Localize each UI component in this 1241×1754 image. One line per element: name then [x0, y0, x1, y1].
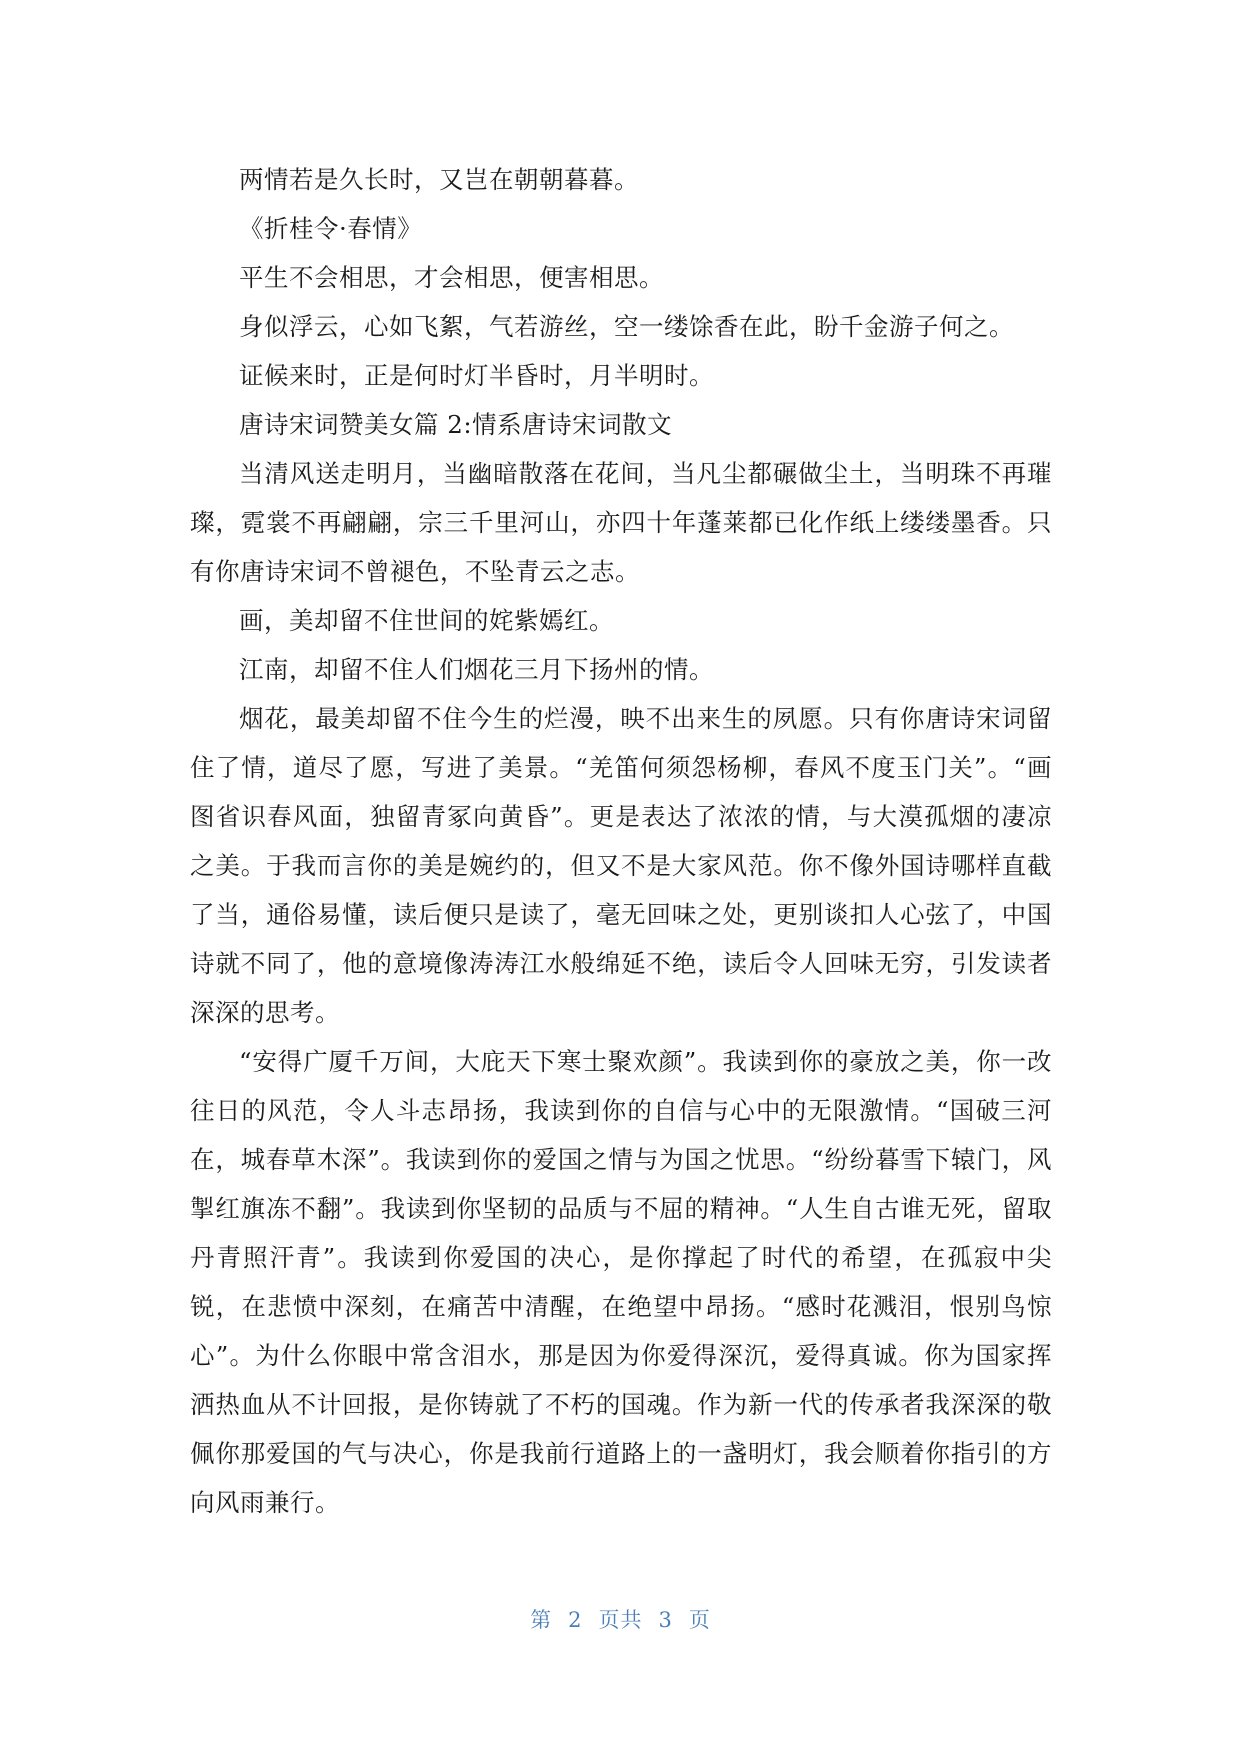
page-number-footer [0, 1604, 1241, 1634]
paragraph: 当清风送走明月，当幽暗散落在花间，当凡尘都碾做尘土，当明珠不再璀璨，霓裳不再翩翩，宗三千里河山，亦四十年蓬莱都已化作纸上缕缕墨香。只有你唐诗宋词不曾褪色，不坠青云之志。 [190, 459, 1052, 586]
paragraph: 画，美却留不住世间的姹紫嫣红。 [239, 606, 614, 635]
poem-title: 《折桂令·春情》 [239, 214, 423, 243]
document-body [190, 155, 1052, 1527]
paragraph: 平生不会相思，才会相思，便害相思。 [239, 263, 664, 292]
paragraph: 两情若是久长时，又岂在朝朝暮暮。 [239, 165, 639, 194]
section-heading: 唐诗宋词赞美女篇 2:情系唐诗宋词散文 [239, 410, 673, 439]
page-label-prefix: 第 [530, 1608, 553, 1632]
paragraph: 江南，却留不住人们烟花三月下扬州的情。 [239, 655, 714, 684]
paragraph: 证候来时，正是何时灯半昏时，月半明时。 [239, 361, 714, 390]
total-pages-number: 3 [658, 1608, 673, 1632]
page-label-mid: 页共 [598, 1608, 643, 1632]
paragraph: 身似浮云，心如飞絮，气若游丝，空一缕馀香在此，盼千金游子何之。 [239, 312, 1014, 341]
current-page-number: 2 [568, 1608, 583, 1632]
page-label-suffix: 页 [688, 1608, 711, 1632]
paragraph: “安得广厦千万间，大庇天下寒士聚欢颜”。我读到你的豪放之美，你一改往日的风范，令人斗志昂扬，我读到你的自信与心中的无限激情。“国破三河在，城春草木深”。我读到你的爱国之情与为国之忧思。“纷纷暮雪下辕门，风掣红旗冻不翻”。我读到你坚韧的品质与不屈的精神。“人生自古谁无死，留取丹青照汗青”。我读到你爱国的决心，是你撑起了时代的希望，在孤寂中尖锐，在悲愤中深刻，在痛苦中清醒，在绝望中昂扬。“感时花溅泪，恨别鸟惊心”。为什么你眼中常含泪水，那是因为你爱得深沉，爱得真诚。你为国家挥洒热血从不计回报，是你铸就了不朽的国魂。作为新一代的传承者我深深的敬佩你那爱国的气与决心，你是我前行道路上的一盏明灯，我会顺着你指引的方向风雨兼行。 [190, 1047, 1052, 1517]
paragraph: 烟花，最美却留不住今生的烂漫，映不出来生的夙愿。只有你唐诗宋词留住了情，道尽了愿，写进了美景。“羌笛何须怨杨柳，春风不度玉门关”。“画图省识春风面，独留青冢向黄昏”。更是表达了浓浓的情，与大漠孤烟的凄凉之美。于我而言你的美是婉约的，但又不是大家风范。你不像外国诗哪样直截了当，通俗易懂，读后便只是读了，毫无回味之处，更别谈扣人心弦了，中国诗就不同了，他的意境像涛涛江水般绵延不绝，读后令人回味无穷，引发读者深深的思考。 [190, 704, 1052, 1027]
